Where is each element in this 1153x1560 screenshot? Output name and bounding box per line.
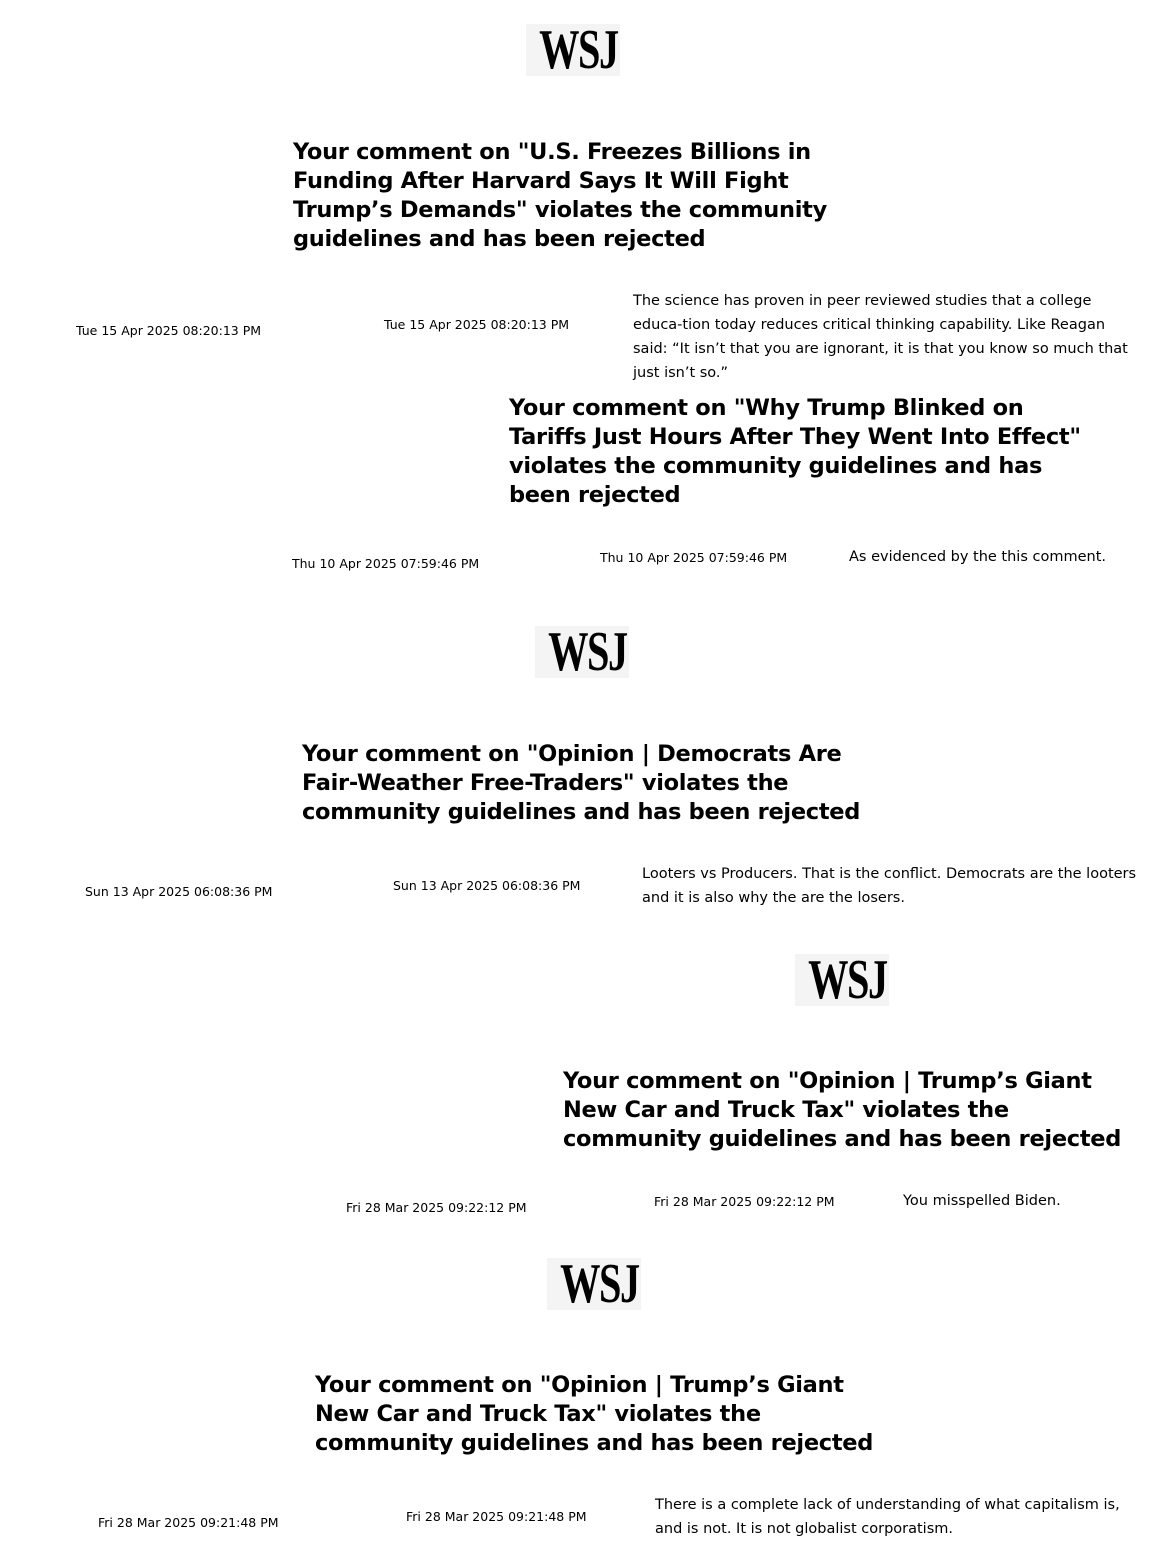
wsj-logo <box>535 626 629 678</box>
wsj-logo-text: WSJ <box>808 954 887 1006</box>
wsj-logo-text: WSJ <box>548 626 627 678</box>
wsj-logo <box>795 954 889 1006</box>
notification-timestamp: Thu 10 Apr 2025 07:59:46 PM <box>292 556 480 571</box>
wsj-logo-text: WSJ <box>539 24 618 76</box>
notification-timestamp: Fri 28 Mar 2025 09:21:48 PM <box>98 1515 279 1530</box>
rejected-comment-text: There is a complete lack of understanding of what capitalism is, and is not. It is not globalist corporatism. <box>655 1497 1120 1537</box>
notification-timestamp-repeat: Sun 13 Apr 2025 06:08:36 PM <box>393 878 581 893</box>
rejected-comment-text: You misspelled Biden. <box>903 1193 1061 1209</box>
wsj-logo <box>526 24 620 76</box>
wsj-logo <box>547 1258 641 1310</box>
rejected-comment-text: As evidenced by the this comment. <box>849 549 1106 565</box>
wsj-logo-text: WSJ <box>560 1258 639 1310</box>
notification-timestamp: Tue 15 Apr 2025 08:20:13 PM <box>76 323 262 338</box>
notification-timestamp-repeat: Thu 10 Apr 2025 07:59:46 PM <box>600 550 788 565</box>
notification-timestamp-repeat: Fri 28 Mar 2025 09:21:48 PM <box>406 1509 587 1524</box>
notification-headline: Your comment on "Opinion | Democrats Are Fair-Weather Free-Traders" violates the community guidelines and has been rejected <box>302 741 861 825</box>
notification-timestamp-repeat: Tue 15 Apr 2025 08:20:13 PM <box>384 317 570 332</box>
notification-timestamp: Fri 28 Mar 2025 09:22:12 PM <box>346 1200 527 1215</box>
notification-headline: Your comment on "Why Trump Blinked on Tariffs Just Hours After They Went Into Effect" violates the community guidelines and has been rejected <box>509 395 1081 508</box>
notification-headline: Your comment on "U.S. Freezes Billions in Funding After Harvard Says It Will Fight Trump’s Demands" violates the community guidelines and has been rejected <box>293 139 827 252</box>
notification-headline: Your comment on "Opinion | Trump’s Giant New Car and Truck Tax" violates the community guidelines and has been rejected <box>563 1068 1122 1152</box>
rejected-comment-text: Looters vs Producers. That is the conflict. Democrats are the looters and it is also why the are the losers. <box>642 866 1137 906</box>
rejected-comment-text: The science has proven in peer reviewed studies that a college educa-tion today reduces critical thinking capability. Like Reagan said: “It isn’t that you are ignorant, it is that you know so much that just isn’t so.” <box>633 293 1128 381</box>
notification-timestamp: Sun 13 Apr 2025 06:08:36 PM <box>85 884 273 899</box>
notification-headline: Your comment on "Opinion | Trump’s Giant New Car and Truck Tax" violates the community guidelines and has been rejected <box>315 1372 874 1456</box>
notification-timestamp-repeat: Fri 28 Mar 2025 09:22:12 PM <box>654 1194 835 1209</box>
